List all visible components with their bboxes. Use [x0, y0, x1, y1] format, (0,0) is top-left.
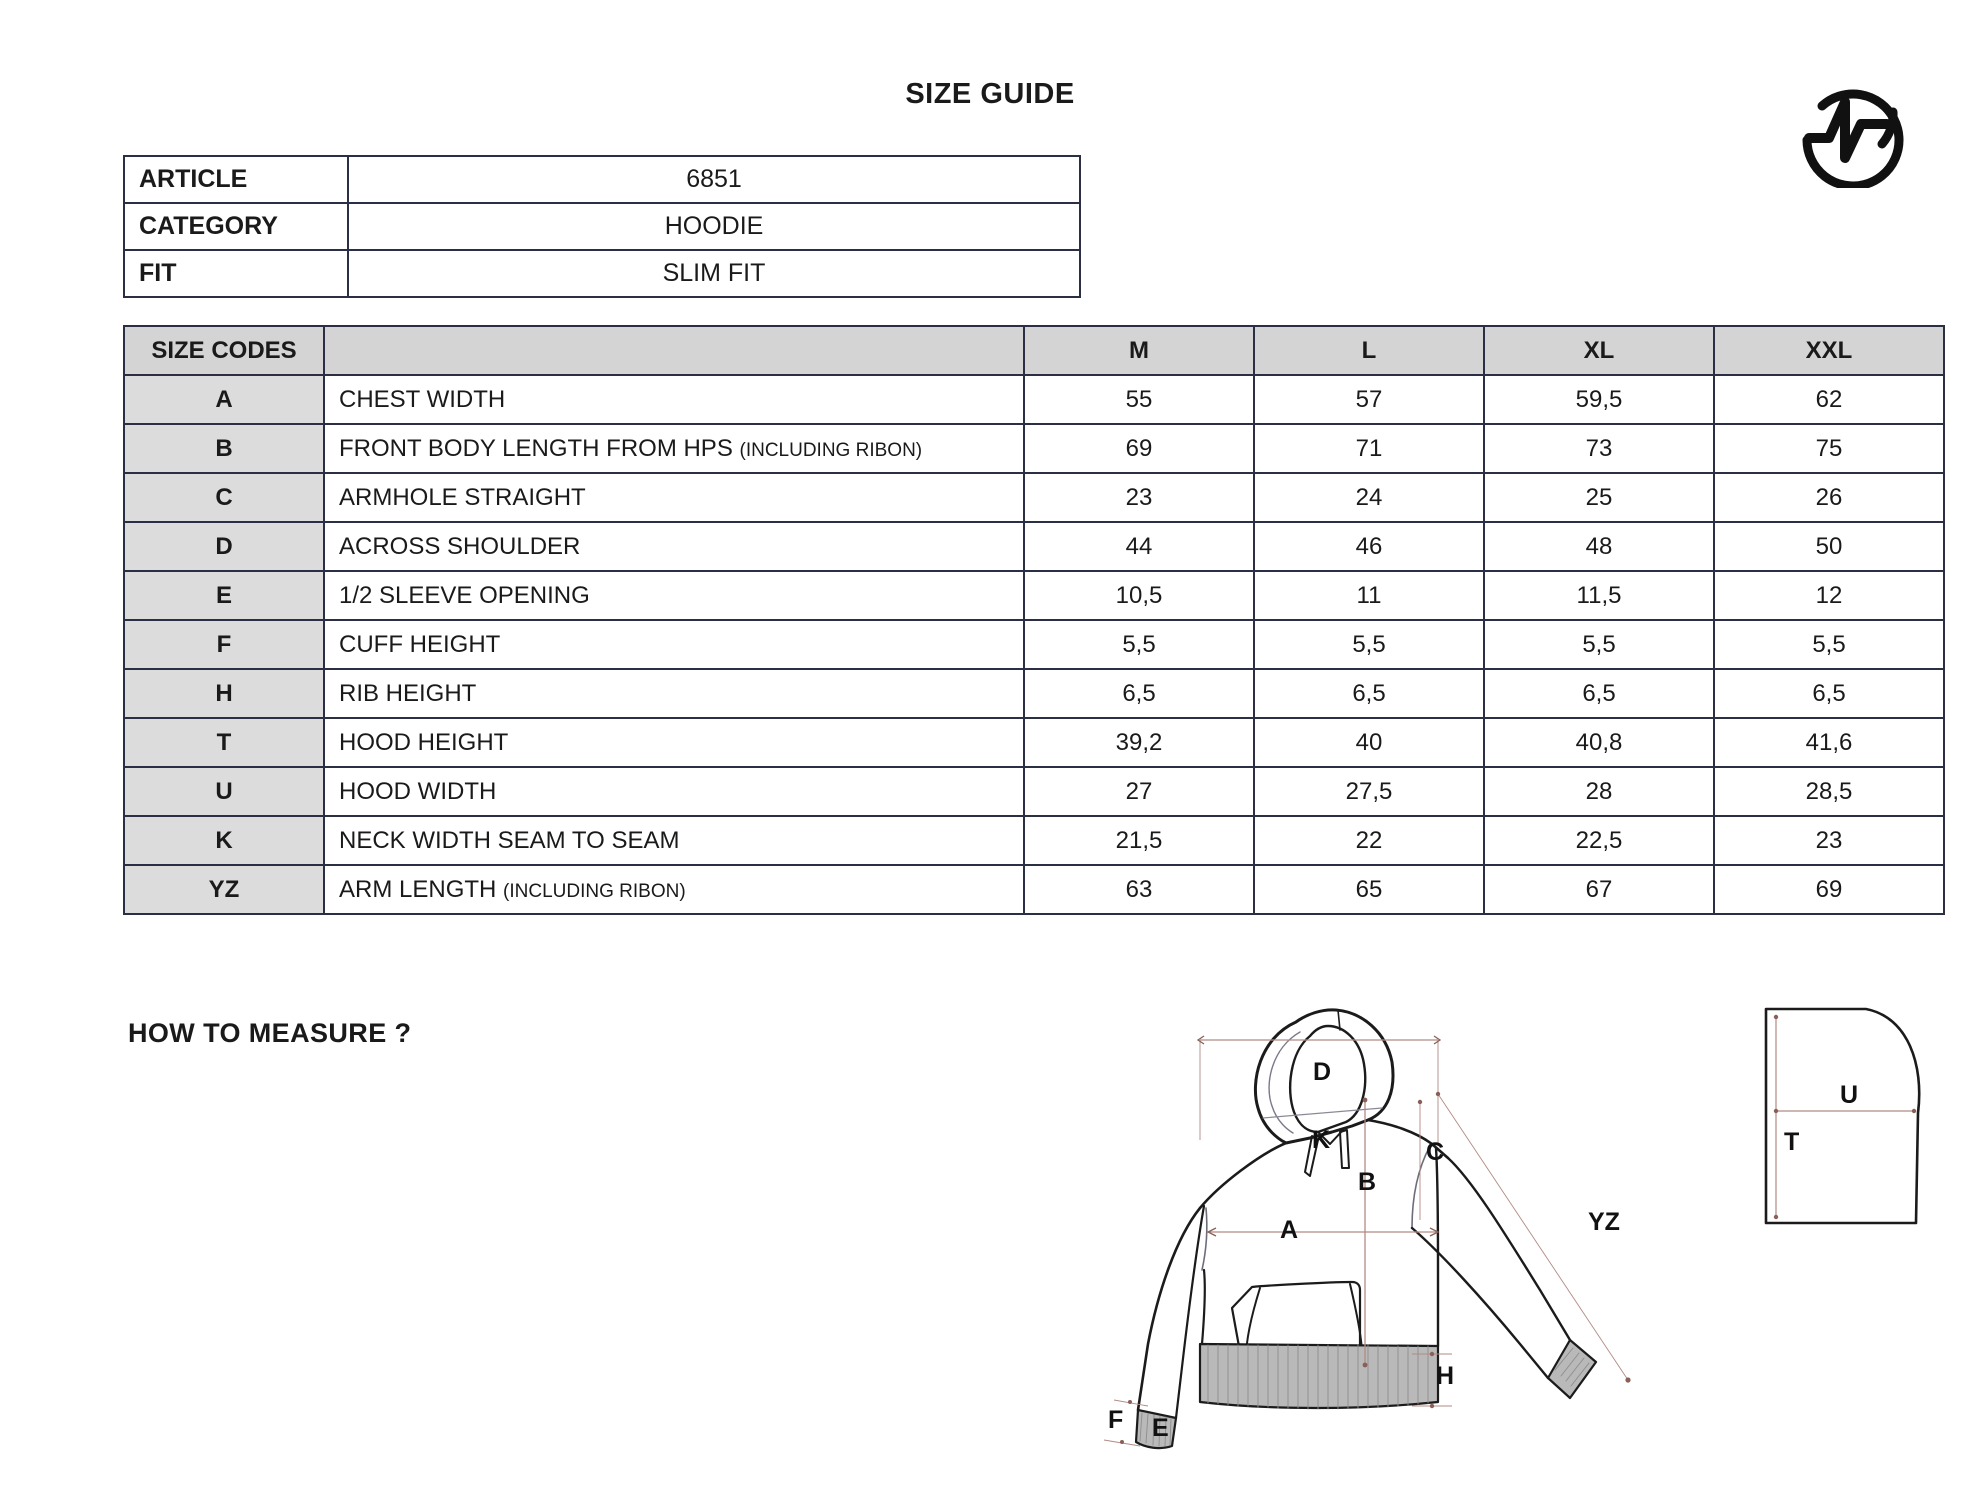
page-title: SIZE GUIDE: [905, 78, 1075, 110]
measurement-value-cell: 6,5: [1024, 669, 1254, 718]
measurement-value-cell: 65: [1254, 865, 1484, 914]
dim-label-a: A: [1280, 1216, 1299, 1244]
measurement-value-cell: 63: [1024, 865, 1254, 914]
hood-panel-diagram: [1748, 995, 1963, 1240]
size-code-cell: K: [124, 816, 324, 865]
info-label-category: CATEGORY: [124, 203, 348, 250]
measurement-value-cell: 22,5: [1484, 816, 1714, 865]
size-code-cell: C: [124, 473, 324, 522]
measurement-description-note: (INCLUDING RIBON): [503, 880, 686, 902]
measurement-value-cell: 41,6: [1714, 718, 1944, 767]
header-size-codes: SIZE CODES: [124, 326, 324, 375]
info-label-article: ARTICLE: [124, 156, 348, 203]
measurement-value-cell: 10,5: [1024, 571, 1254, 620]
dim-label-u: U: [1840, 1081, 1859, 1109]
measurement-description-text: ACROSS SHOULDER: [339, 532, 581, 560]
measurement-value-cell: 55: [1024, 375, 1254, 424]
dim-label-b: B: [1358, 1168, 1377, 1196]
size-code-cell: D: [124, 522, 324, 571]
measurement-description-cell: [324, 424, 1024, 473]
hoodie-technical-svg: [1100, 940, 1720, 1500]
table-row: [124, 250, 1080, 297]
how-to-measure-heading: HOW TO MEASURE ?: [128, 1018, 412, 1048]
measurement-description-text: HOOD HEIGHT: [339, 728, 509, 756]
table-row: [124, 571, 1944, 620]
measurement-value-cell: 28: [1484, 767, 1714, 816]
measurement-value-cell: 6,5: [1484, 669, 1714, 718]
table-row: [124, 375, 1944, 424]
measurement-value-cell: 5,5: [1714, 620, 1944, 669]
dim-label-d: D: [1313, 1058, 1332, 1086]
measurement-value-cell: 57: [1254, 375, 1484, 424]
measurement-value-cell: 11: [1254, 571, 1484, 620]
measurement-value-cell: 21,5: [1024, 816, 1254, 865]
dim-label-yz: YZ: [1588, 1208, 1620, 1236]
measurement-value-cell: 5,5: [1024, 620, 1254, 669]
measurement-value-cell: 24: [1254, 473, 1484, 522]
measurement-value-cell: 39,2: [1024, 718, 1254, 767]
measurement-value-cell: 40,8: [1484, 718, 1714, 767]
measurement-value-cell: 75: [1714, 424, 1944, 473]
measurement-value-cell: 59,5: [1484, 375, 1714, 424]
size-code-cell: B: [124, 424, 324, 473]
table-row: [124, 156, 1080, 203]
measurement-value-cell: 5,5: [1254, 620, 1484, 669]
dim-label-h: H: [1436, 1362, 1455, 1390]
measurement-value-cell: 71: [1254, 424, 1484, 473]
size-table-body: [124, 375, 1944, 914]
measurement-value-cell: 27: [1024, 767, 1254, 816]
size-code-cell: F: [124, 620, 324, 669]
hoodie-diagram: [1100, 940, 1720, 1500]
measurement-value-cell: 22: [1254, 816, 1484, 865]
measurement-description-text: CHEST WIDTH: [339, 385, 506, 413]
measurement-description-cell: [324, 375, 1024, 424]
size-code-cell: H: [124, 669, 324, 718]
header-size-xl: XL: [1484, 326, 1714, 375]
info-value-article: 6851: [348, 156, 1080, 203]
table-row: [124, 522, 1944, 571]
measurement-description-cell: [324, 718, 1024, 767]
measurement-description-text: FRONT BODY LENGTH FROM HPS: [339, 434, 733, 462]
measurement-description-text: HOOD WIDTH: [339, 777, 497, 805]
size-code-cell: U: [124, 767, 324, 816]
measurement-value-cell: 67: [1484, 865, 1714, 914]
table-row: [124, 718, 1944, 767]
dim-label-e: E: [1152, 1414, 1169, 1442]
measurement-description-cell: [324, 816, 1024, 865]
size-code-cell: E: [124, 571, 324, 620]
measurement-value-cell: 69: [1714, 865, 1944, 914]
dim-label-f: F: [1108, 1406, 1124, 1434]
measurement-value-cell: 28,5: [1714, 767, 1944, 816]
measurement-description-cell: [324, 669, 1024, 718]
measurement-description-cell: [324, 522, 1024, 571]
measurement-value-cell: 69: [1024, 424, 1254, 473]
info-value-category: HOODIE: [348, 203, 1080, 250]
measurement-value-cell: 73: [1484, 424, 1714, 473]
measurement-description-cell: [324, 620, 1024, 669]
table-row: [124, 473, 1944, 522]
measurement-value-cell: 25: [1484, 473, 1714, 522]
measurement-description-note: (INCLUDING RIBON): [739, 439, 923, 461]
dim-label-t: T: [1784, 1128, 1800, 1156]
measurement-description-text: RIB HEIGHT: [339, 679, 477, 707]
measurement-description-cell: [324, 473, 1024, 522]
measurement-value-cell: 48: [1484, 522, 1714, 571]
measurement-value-cell: 6,5: [1714, 669, 1944, 718]
brand-logo: [1787, 62, 1913, 188]
table-row: [124, 669, 1944, 718]
size-code-cell: YZ: [124, 865, 324, 914]
measurement-description-cell: [324, 571, 1024, 620]
table-row: [124, 767, 1944, 816]
info-value-fit: SLIM FIT: [348, 250, 1080, 297]
header-size-xxl: XXL: [1714, 326, 1944, 375]
hood-panel-svg: [1748, 995, 1963, 1240]
measurement-value-cell: 5,5: [1484, 620, 1714, 669]
measurement-value-cell: 46: [1254, 522, 1484, 571]
measurement-value-cell: 12: [1714, 571, 1944, 620]
measurement-description-cell: [324, 865, 1024, 914]
table-row: [124, 620, 1944, 669]
measurement-value-cell: 44: [1024, 522, 1254, 571]
size-measurements-table: [123, 325, 1945, 915]
measurement-value-cell: 40: [1254, 718, 1484, 767]
measurement-description-text: 1/2 SLEEVE OPENING: [339, 581, 590, 609]
measurement-value-cell: 23: [1024, 473, 1254, 522]
dim-label-k: K: [1312, 1126, 1331, 1154]
measurement-description-cell: [324, 767, 1024, 816]
brand-wave-circle-icon: [1787, 62, 1913, 188]
measurement-value-cell: 11,5: [1484, 571, 1714, 620]
table-row: [124, 424, 1944, 473]
article-info-table: [123, 155, 1081, 298]
measurement-description-text: CUFF HEIGHT: [339, 630, 501, 658]
measurement-value-cell: 6,5: [1254, 669, 1484, 718]
size-code-cell: T: [124, 718, 324, 767]
size-code-cell: A: [124, 375, 324, 424]
measurement-value-cell: 62: [1714, 375, 1944, 424]
table-row: [124, 816, 1944, 865]
measurement-description-text: ARMHOLE STRAIGHT: [339, 483, 586, 511]
measurement-value-cell: 23: [1714, 816, 1944, 865]
header-description: [324, 326, 1024, 375]
measurement-description-text: NECK WIDTH SEAM TO SEAM: [339, 826, 680, 854]
header-size-l: L: [1254, 326, 1484, 375]
measurement-value-cell: 26: [1714, 473, 1944, 522]
table-row: [124, 865, 1944, 914]
measurement-description-text: ARM LENGTH: [339, 875, 497, 903]
table-row: [124, 203, 1080, 250]
header-size-m: M: [1024, 326, 1254, 375]
measurement-value-cell: 50: [1714, 522, 1944, 571]
table-header-row: [124, 326, 1944, 375]
dim-label-c: C: [1426, 1138, 1445, 1166]
info-label-fit: FIT: [124, 250, 348, 297]
measurement-value-cell: 27,5: [1254, 767, 1484, 816]
